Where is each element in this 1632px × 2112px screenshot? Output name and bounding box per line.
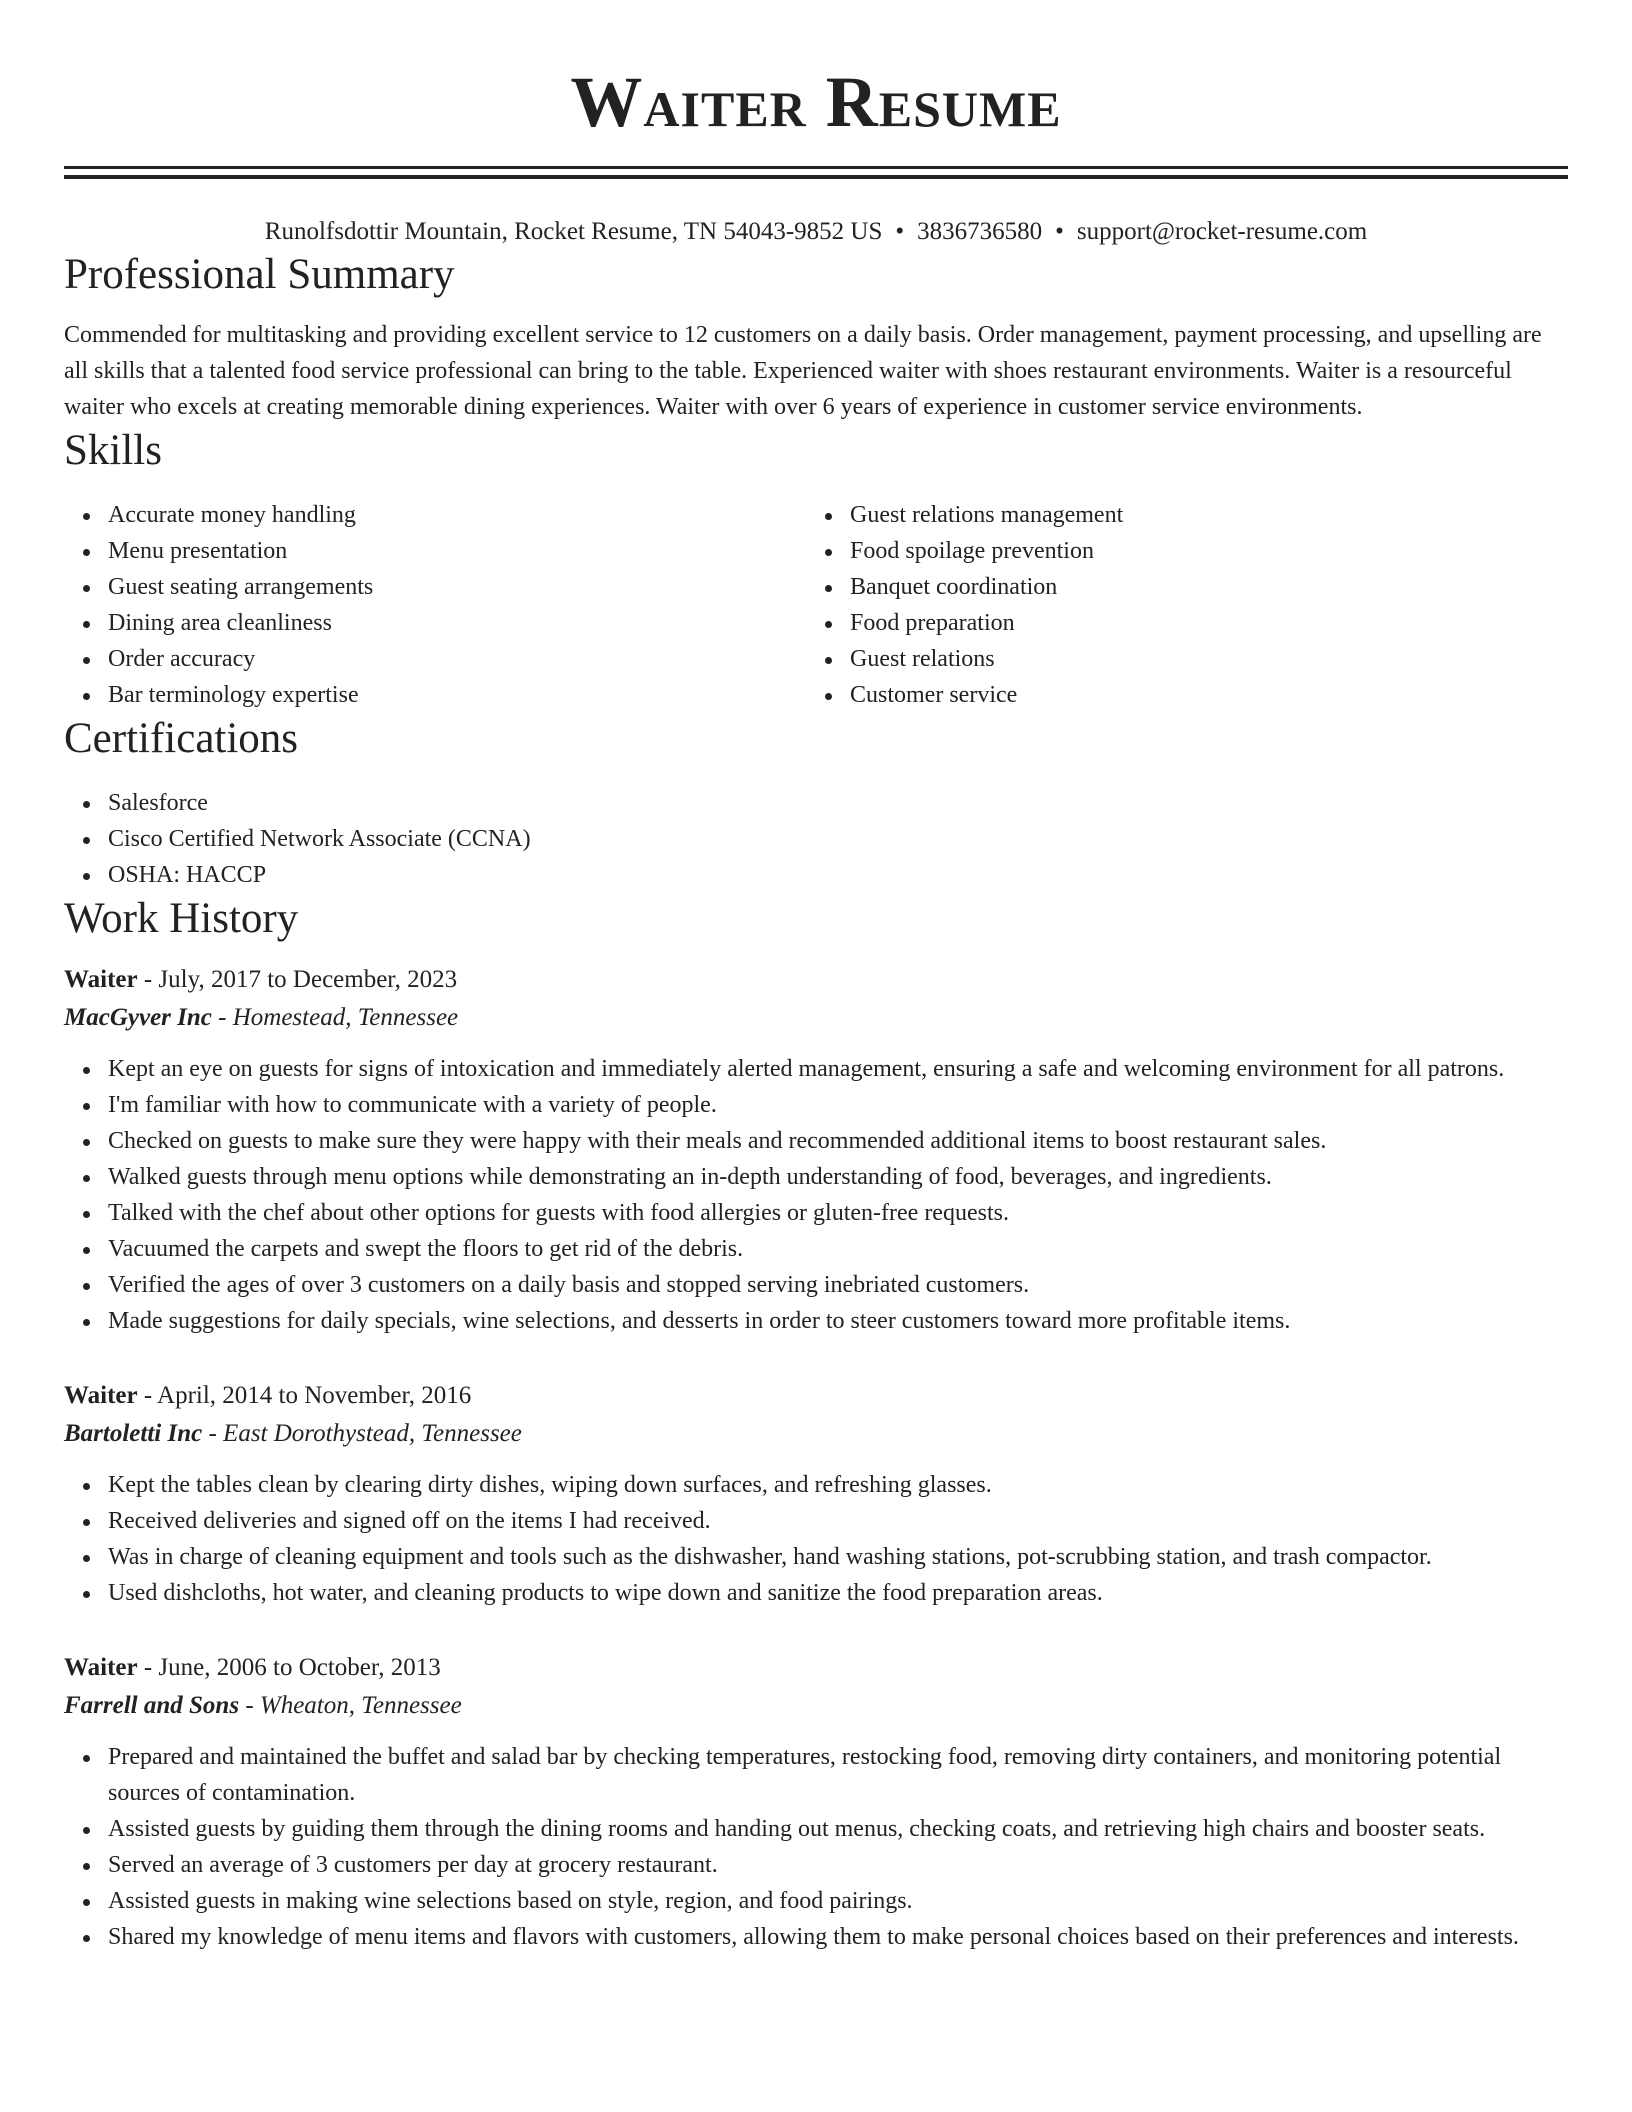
summary-heading: Professional Summary	[64, 251, 455, 298]
contact-line	[64, 215, 1568, 249]
skill-item: Guest relations management	[850, 497, 1548, 533]
job-title-line	[64, 961, 1568, 999]
job-company: Farrell and Sons	[64, 1692, 240, 1719]
job-company: Bartoletti Inc	[64, 1420, 203, 1447]
job-bullet: Vacuumed the carpets and swept the floors to get rid of the debris.	[108, 1231, 1568, 1267]
skill-item: Accurate money handling	[108, 497, 806, 533]
skill-item: Banquet coordination	[850, 569, 1548, 605]
contact-phone: 3836736580	[917, 218, 1043, 245]
job-role: Waiter	[64, 1654, 138, 1681]
contact-address: Runolfsdottir Mountain, Rocket Resume, TN 54043-9852 US	[264, 218, 883, 245]
certifications-list	[64, 785, 1568, 893]
job-bullet: I'm familiar with how to communicate with a variety of people.	[108, 1087, 1568, 1123]
job-dates: - April, 2014 to November, 2016	[137, 1382, 472, 1409]
skills-list-left	[64, 497, 806, 713]
job-bullet: Walked guests through menu options while demonstrating an in-depth understanding of food, beverages, and ingredients.	[108, 1159, 1568, 1195]
skills-list-right	[806, 497, 1548, 713]
job-bullet-list	[64, 1051, 1568, 1339]
certification-item: Cisco Certified Network Associate (CCNA)	[108, 821, 1568, 857]
job-title-line	[64, 1377, 1568, 1415]
skills-column-right	[806, 497, 1548, 713]
skill-item: Menu presentation	[108, 533, 806, 569]
skill-item: Guest relations	[850, 641, 1548, 677]
work-history-heading: Work History	[64, 895, 299, 942]
skill-item: Guest seating arrangements	[108, 569, 806, 605]
job-bullet-list	[64, 1467, 1568, 1611]
job-bullet: Assisted guests by guiding them through the dining rooms and handing out menus, checking coats, and retrieving high chairs and booster seats.	[108, 1811, 1568, 1847]
job-bullet-list	[64, 1739, 1568, 1955]
job-location: - East Dorothystead, Tennessee	[202, 1420, 522, 1447]
job-bullet: Talked with the chef about other options for guests with food allergies or gluten-free requests.	[108, 1195, 1568, 1231]
certifications-heading: Certifications	[64, 715, 299, 762]
contact-email: support@rocket-resume.com	[1076, 218, 1368, 245]
job-bullet: Verified the ages of over 3 customers on a daily basis and stopped serving inebriated customers.	[108, 1267, 1568, 1303]
job-bullet: Assisted guests in making wine selections based on style, region, and food pairings.	[108, 1883, 1568, 1919]
resume-title: Waiter Resume	[570, 62, 1062, 142]
job-dates: - July, 2017 to December, 2023	[137, 966, 458, 993]
certification-item: Salesforce	[108, 785, 1568, 821]
skills-column-left	[64, 497, 806, 713]
skill-item: Order accuracy	[108, 641, 806, 677]
skill-item: Dining area cleanliness	[108, 605, 806, 641]
contact-separator: •	[895, 218, 905, 245]
contact-separator: •	[1055, 218, 1064, 245]
job-bullet: Was in charge of cleaning equipment and tools such as the dishwasher, hand washing stations, pot-scrubbing station, and trash compactor.	[108, 1539, 1568, 1575]
job-company-line	[64, 1415, 1568, 1453]
job-location: - Wheaton, Tennessee	[239, 1692, 462, 1719]
skills-grid	[64, 497, 1568, 713]
skill-item: Food preparation	[850, 605, 1548, 641]
resume-page	[64, 0, 1568, 1955]
job-company-line	[64, 999, 1568, 1037]
job-bullet: Received deliveries and signed off on the items I had received.	[108, 1503, 1568, 1539]
job-bullet: Kept the tables clean by clearing dirty dishes, wiping down surfaces, and refreshing glasses.	[108, 1467, 1568, 1503]
job-bullet: Shared my knowledge of menu items and flavors with customers, allowing them to make personal choices based on their preferences and interests.	[108, 1919, 1568, 1955]
job-bullet: Kept an eye on guests for signs of intoxication and immediately alerted management, ensuring a safe and welcoming environment for all patrons.	[108, 1051, 1568, 1087]
job-bullet: Used dishcloths, hot water, and cleaning products to wipe down and sanitize the food preparation areas.	[108, 1575, 1568, 1611]
job-location: - Homestead, Tennessee	[211, 1004, 459, 1031]
skill-item: Food spoilage prevention	[850, 533, 1548, 569]
job-entry	[64, 1649, 1568, 1955]
job-bullet: Prepared and maintained the buffet and salad bar by checking temperatures, restocking food, removing dirty containers, and monitoring potential sources of contamination.	[108, 1739, 1568, 1811]
job-role: Waiter	[64, 966, 138, 993]
skill-item: Customer service	[850, 677, 1548, 713]
job-entry	[64, 961, 1568, 1339]
certification-item: OSHA: HACCP	[108, 857, 1568, 893]
job-company: MacGyver Inc	[64, 1004, 212, 1031]
job-dates: - June, 2006 to October, 2013	[137, 1654, 441, 1681]
job-company-line	[64, 1687, 1568, 1725]
job-role: Waiter	[64, 1382, 138, 1409]
job-bullet: Checked on guests to make sure they were happy with their meals and recommended additional items to boost restaurant sales.	[108, 1123, 1568, 1159]
title-divider-thin	[64, 166, 1568, 169]
job-bullet: Served an average of 3 customers per day at grocery restaurant.	[108, 1847, 1568, 1883]
job-title-line	[64, 1649, 1568, 1687]
job-entry	[64, 1377, 1568, 1611]
skill-item: Bar terminology expertise	[108, 677, 806, 713]
skills-heading: Skills	[64, 427, 162, 474]
title-divider-thick	[64, 175, 1568, 179]
job-bullet: Made suggestions for daily specials, wine selections, and desserts in order to steer customers toward more profitable items.	[108, 1303, 1568, 1339]
summary-text: Commended for multitasking and providing excellent service to 12 customers on a daily basis. Order management, payment processing, and upselling are all skills that a talented food service professional can bring to the table. Experienced waiter with shoes restaurant environments. Waiter is a resourceful waiter who excels at creating memorable dining experiences. Waiter with over 6 years of experience in customer service environments.	[64, 322, 1542, 420]
